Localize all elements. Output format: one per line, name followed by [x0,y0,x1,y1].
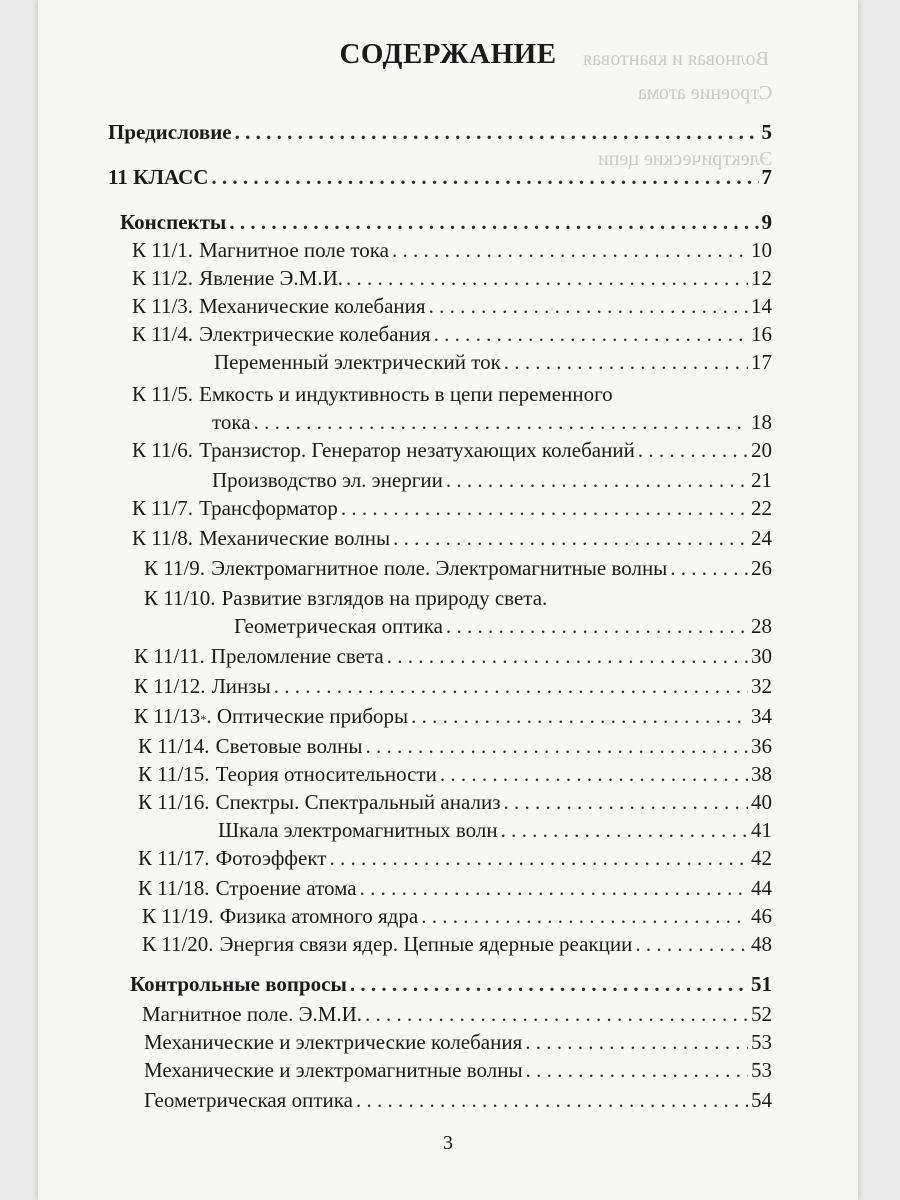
toc-entry-number: К 11/14. [138,734,210,758]
toc-entry-page: 38 [751,762,772,786]
toc-entry [144,556,772,584]
toc-entry-title: Световые волны [215,734,363,758]
toc-entry-title: Преломление света [210,644,384,668]
toc-entry-title: Электрические колебания [199,322,431,346]
toc-entry [142,1002,772,1030]
book-page [38,0,858,1200]
toc-entry-page: 41 [751,818,772,842]
toc-entry-title: Электромагнитное поле. Электромагнитные волны [211,556,668,580]
show-through-text: Электрические цепи [598,148,773,170]
toc-entry-page: 51 [751,972,772,996]
dot-leader [635,932,748,957]
toc-entry-number: К 11/3. [132,294,194,318]
toc-entry [134,674,772,702]
toc-entry-title: Магнитное поле. Э.М.И. [142,1002,363,1026]
toc-entry-title: тока [212,410,251,434]
toc-entry [132,266,772,294]
toc-entry [132,526,772,554]
toc-entry-title: Механические и электрические колебания [144,1030,523,1054]
toc-entry [144,586,772,614]
toc-entry [212,410,772,438]
toc-entry [212,468,772,496]
toc-entry-title: Энергия связи ядер. Цепные ядерные реакции [219,932,633,956]
dot-leader [429,294,748,319]
toc-entry-title: Шкала электромагнитных волн [218,818,498,842]
toc-entry-number: К 11/1. [132,238,194,262]
toc-entry-number: К 11/17. [138,846,210,870]
page-title: СОДЕРЖАНИЕ [339,38,557,70]
toc-entry-number: К 11/16. [138,790,210,814]
toc-entry-page: 18 [751,410,772,434]
dot-leader [670,556,748,581]
toc-entry [218,818,772,846]
toc-entry [132,322,772,350]
dot-leader [235,120,759,145]
toc-entry-title: Строение атома [215,876,357,900]
toc-entry-title: Контрольные вопросы [130,972,347,996]
dot-leader [366,734,748,759]
toc-entry [134,644,772,672]
toc-entry [132,238,772,266]
toc-entry-page: 17 [751,350,772,374]
toc-entry [108,165,772,193]
toc-entry-number: К 11/11. [134,644,205,668]
toc-entry-title: Физика атомного ядра [219,904,419,928]
toc-entry-title: Линзы [211,674,271,698]
toc-entry-page: 52 [751,1002,772,1026]
toc-entry-page: 30 [751,644,772,668]
toc-entry [234,614,772,642]
toc-entry-page: 12 [751,266,772,290]
toc-entry-number: К 11/2. [132,266,194,290]
dot-leader [346,266,748,291]
toc-entry-page: 5 [761,120,772,144]
toc-entry-number: К 11/12. [134,674,206,698]
dot-leader [254,410,748,435]
toc-entry [120,210,772,238]
toc-entry-title: Трансформатор [199,496,338,520]
toc-entry [144,1058,772,1086]
dot-leader [434,322,748,347]
toc-entry-page: 32 [751,674,772,698]
toc-entry-title: Транзистор. Генератор незатухающих колебаний [199,438,635,462]
toc-entry-page: 46 [751,904,772,928]
show-through-text: Волновая и квантовая [583,48,769,70]
dot-leader [360,876,748,901]
toc-entry-page: 40 [751,790,772,814]
dot-leader [387,644,748,669]
toc-entry-number: К 11/15. [138,762,210,786]
toc-entry-number: К 11/18. [138,876,210,900]
toc-entry-title: Магнитное поле тока [199,238,390,262]
toc-entry-number: К 11/10. [144,586,216,610]
toc-entry-page: 54 [751,1088,772,1112]
dot-leader [446,614,748,639]
toc-entry-page: 9 [761,210,772,234]
toc-entry-number: К 11/9. [144,556,206,580]
dot-leader [421,904,748,929]
toc-entry-title: Геометрическая оптика [144,1088,353,1112]
toc-entry-number: К 11/5. [132,382,194,406]
toc-entry [214,350,772,378]
toc-entry [142,904,772,932]
dot-leader [393,526,748,551]
toc-entry-number: К 11/20. [142,932,214,956]
toc-entry [138,846,772,874]
toc-entry-page: 14 [751,294,772,318]
toc-entry [132,496,772,524]
dot-leader [525,1030,748,1055]
toc-entry-number: К 11/8. [132,526,194,550]
toc-entry-page: 24 [751,526,772,550]
dot-leader [446,468,748,493]
show-through-text: Строение атома [638,82,773,104]
toc-entry [144,1030,772,1058]
toc-entry-title: . Оптические приборы [206,704,409,728]
toc-entry-page: 26 [751,556,772,580]
toc-entry-title: 11 КЛАСС [108,165,209,189]
dot-leader [229,210,758,235]
dot-leader [638,438,748,463]
toc-entry-title: Конспекты [120,210,227,234]
dot-leader [504,350,748,375]
toc-entry-page: 21 [751,468,772,492]
toc-entry-title: Явление Э.М.И. [199,266,344,290]
dot-leader [341,496,748,521]
toc-entry-number: К 11/13 [134,704,201,728]
toc-entry-number: К 11/7. [132,496,194,520]
toc-entry-number: К 11/19. [142,904,214,928]
dot-leader [504,790,749,815]
toc-entry-title: Механические колебания [199,294,426,318]
toc-entry-title: Теория относительности [215,762,437,786]
dot-leader [211,165,758,190]
toc-entry [138,762,772,790]
toc-entry-page: 53 [751,1058,772,1082]
dot-leader [329,846,748,871]
toc-entry [138,876,772,904]
toc-entry-title: Переменный электрический ток [214,350,501,374]
dot-leader [440,762,748,787]
toc-entry-title: Емкость и индуктивность в цепи переменного [199,382,613,406]
toc-entry [132,294,772,322]
toc-entry-title: Развитие взглядов на природу света. [221,586,548,610]
dot-leader [350,972,748,997]
toc-entry-page: 48 [751,932,772,956]
toc-entry-page: 16 [751,322,772,346]
toc-entry-number: К 11/4. [132,322,194,346]
toc-entry-page: 20 [751,438,772,462]
toc-entry-page: 42 [751,846,772,870]
toc-entry-number: К 11/6. [132,438,194,462]
toc-entry-title: Спектры. Спектральный анализ [215,790,501,814]
toc-entry-title: Геометрическая оптика [234,614,443,638]
toc-entry-title: Механические волны [199,526,391,550]
toc-entry-title: Механические и электромагнитные волны [144,1058,523,1082]
toc-entry: К 11/13 * . Оптические приборы . . . 34 [134,704,772,732]
toc-entry [130,972,772,1000]
dot-leader [501,818,748,843]
dot-leader [526,1058,748,1083]
toc-entry-page: 34 [751,704,772,728]
page-number: 3 [443,1132,453,1154]
dot-leader [392,238,748,263]
toc-entry [138,734,772,762]
dot-leader [274,674,748,699]
toc-entry-page: 53 [751,1030,772,1054]
toc-entry [142,932,772,960]
toc-entry [144,1088,772,1116]
dot-leader [356,1088,748,1113]
dot-leader [411,704,748,729]
dot-leader [365,1002,748,1027]
toc-entry-page: 22 [751,496,772,520]
toc-entry [108,120,772,148]
toc-entry-page: 36 [751,734,772,758]
toc-entry-page: 7 [761,165,772,189]
toc-entry-title: Производство эл. энергии [212,468,443,492]
toc-entry-page: 28 [751,614,772,638]
toc-entry [132,438,772,466]
toc-entry-page: 44 [751,876,772,900]
toc-entry [138,790,772,818]
toc-entry [132,382,772,410]
toc-entry-title: Фотоэффект [215,846,327,870]
toc-entry-page: 10 [751,238,772,262]
toc-entry-title: Предисловие [108,120,232,144]
